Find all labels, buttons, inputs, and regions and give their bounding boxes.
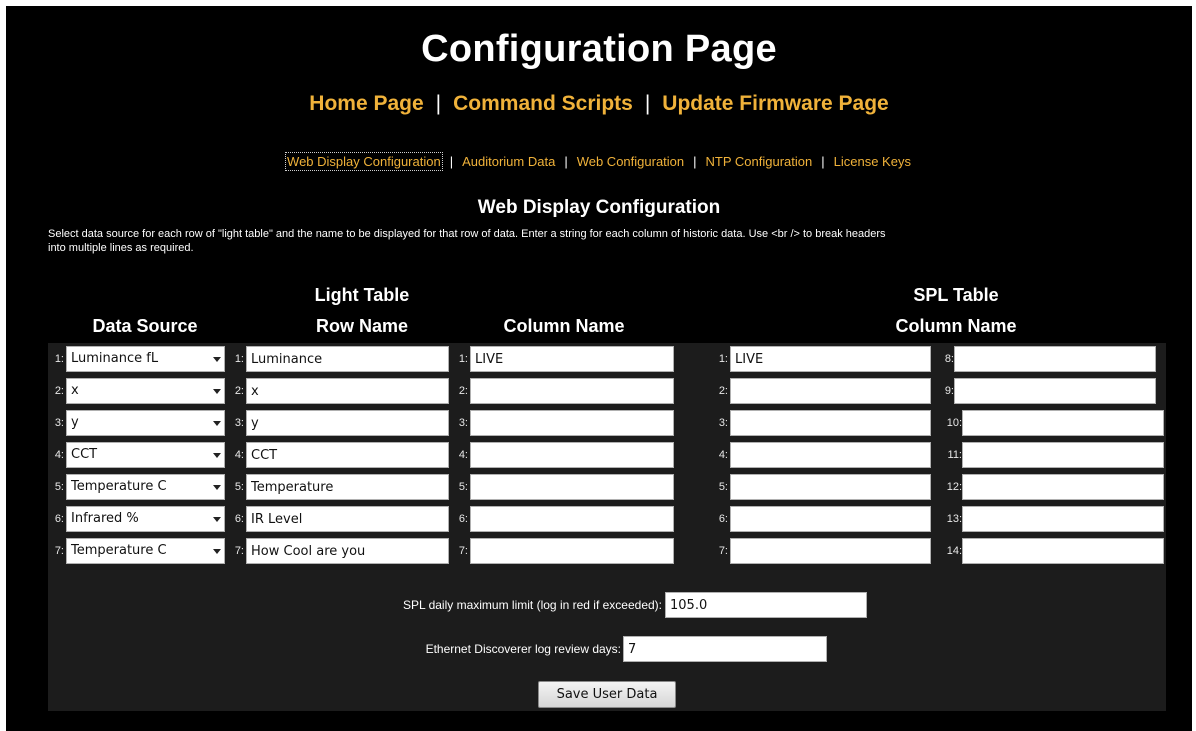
log-review-input[interactable]: [623, 636, 827, 662]
spl-row-number: 1:: [718, 353, 728, 365]
spl-row-number: 8:: [944, 353, 954, 365]
row-number: 4:: [458, 449, 468, 461]
data-source-value: Infrared %: [71, 511, 139, 526]
row-number: 1:: [54, 353, 64, 365]
page-frame: [6, 6, 1192, 731]
row-number: 7:: [54, 545, 64, 557]
spl-limit-input[interactable]: [665, 592, 867, 618]
spl-row-number: 6:: [718, 513, 728, 525]
row-name-input[interactable]: [246, 410, 449, 436]
light-column-name-input[interactable]: [470, 538, 674, 564]
row-name-input[interactable]: [246, 474, 449, 500]
spl-row-number: 12:: [946, 481, 962, 493]
spl-column-name-input[interactable]: [962, 474, 1164, 500]
nav-command-scripts[interactable]: Command Scripts: [453, 92, 633, 115]
light-column-name-input[interactable]: [470, 378, 674, 404]
nav-home-page[interactable]: Home Page: [309, 92, 424, 115]
row-number: 7:: [458, 545, 468, 557]
spl-row-number: 11:: [947, 449, 962, 461]
spl-row-number: 5:: [718, 481, 728, 493]
subnav-ntp-configuration[interactable]: NTP Configuration: [705, 154, 813, 169]
spl-row-number: 4:: [718, 449, 728, 461]
subnav-auditorium-data[interactable]: Auditorium Data: [462, 154, 556, 169]
data-source-select[interactable]: [66, 474, 225, 500]
spl-row-number: 10:: [946, 417, 962, 429]
row-number: 3:: [54, 417, 64, 429]
subnav-license-keys[interactable]: License Keys: [833, 154, 911, 169]
spl-column-name-input[interactable]: [962, 506, 1164, 532]
row-number: 3:: [234, 417, 244, 429]
data-source-header: Data Source: [92, 316, 198, 336]
data-source-select[interactable]: [66, 378, 225, 404]
row-number: 4:: [234, 449, 244, 461]
spl-row-number: 14:: [946, 545, 962, 557]
data-source-select[interactable]: [66, 506, 225, 532]
row-number: 4:: [54, 449, 64, 461]
data-source-value: Temperature C: [71, 543, 167, 558]
row-name-input[interactable]: [246, 538, 449, 564]
spl-limit-label: SPL daily maximum limit (log in red if exceeded):: [403, 598, 662, 612]
row-number: 5:: [54, 481, 64, 493]
light-column-name-input[interactable]: [470, 474, 674, 500]
subnav-separator: |: [564, 154, 568, 169]
description-text: Select data source for each row of "light table" and the name to be displayed for that row of data. Enter a string for each column of historic data. Use <br /> to break headers into multiple lines as required.: [48, 228, 886, 254]
data-source-value: CCT: [71, 447, 98, 462]
nav-update-firmware-page[interactable]: Update Firmware Page: [662, 92, 889, 115]
data-source-select[interactable]: [66, 410, 225, 436]
chevron-down-icon: [213, 389, 221, 394]
spl-column-name-input[interactable]: [730, 538, 931, 564]
chevron-down-icon: [213, 517, 221, 522]
chevron-down-icon: [213, 485, 221, 490]
subnav-separator: |: [821, 154, 825, 169]
light-column-name-input[interactable]: [470, 346, 674, 372]
light-table-title: Light Table: [314, 285, 410, 305]
spl-column-name-input[interactable]: [962, 538, 1164, 564]
spl-column-name-input[interactable]: [730, 474, 931, 500]
subnav-web-display-configuration[interactable]: Web Display Configuration: [287, 154, 441, 169]
spl-row-number: 9:: [944, 385, 954, 397]
spl-column-name-input[interactable]: [730, 378, 931, 404]
nav-separator: |: [435, 92, 442, 115]
chevron-down-icon: [213, 421, 221, 426]
spl-column-name-input[interactable]: [730, 410, 931, 436]
row-name-input[interactable]: [246, 378, 449, 404]
row-number: 6:: [458, 513, 468, 525]
row-number: 6:: [234, 513, 244, 525]
row-number: 2:: [458, 385, 468, 397]
chevron-down-icon: [213, 549, 221, 554]
spl-column-name-input[interactable]: [954, 346, 1156, 372]
spl-row-number: 3:: [718, 417, 728, 429]
log-review-label: Ethernet Discoverer log review days:: [425, 642, 621, 656]
page-title: Configuration Page: [421, 28, 777, 70]
row-number: 1:: [234, 353, 244, 365]
row-number: 6:: [54, 513, 64, 525]
data-source-value: Temperature C: [71, 479, 167, 494]
row-number: 5:: [458, 481, 468, 493]
spl-row-number: 7:: [718, 545, 728, 557]
chevron-down-icon: [213, 453, 221, 458]
row-number: 5:: [234, 481, 244, 493]
spl-column-name-header: Column Name: [895, 316, 1017, 336]
row-name-input[interactable]: [246, 346, 449, 372]
subnav-web-configuration[interactable]: Web Configuration: [576, 154, 685, 169]
chevron-down-icon: [213, 357, 221, 362]
spl-column-name-input[interactable]: [962, 442, 1164, 468]
spl-row-number: 13:: [946, 513, 962, 525]
row-number: 2:: [54, 385, 64, 397]
spl-table-title: SPL Table: [913, 285, 999, 305]
spl-column-name-input[interactable]: [730, 506, 931, 532]
row-name-header: Row Name: [315, 316, 409, 336]
data-source-value: x: [71, 383, 79, 398]
spl-column-name-input[interactable]: [954, 378, 1156, 404]
spl-column-name-input[interactable]: [730, 442, 931, 468]
data-source-select[interactable]: [66, 442, 225, 468]
row-number: 3:: [458, 417, 468, 429]
subnav-separator: |: [693, 154, 697, 169]
save-user-data-button[interactable]: Save User Data: [538, 681, 676, 708]
row-name-input[interactable]: [246, 506, 449, 532]
section-title: Web Display Configuration: [477, 197, 721, 218]
data-source-select[interactable]: [66, 538, 225, 564]
light-column-name-input[interactable]: [470, 442, 674, 468]
row-number: 7:: [234, 545, 244, 557]
row-name-input[interactable]: [246, 442, 449, 468]
row-number: 2:: [234, 385, 244, 397]
light-column-name-input[interactable]: [470, 410, 674, 436]
row-number: 1:: [458, 353, 468, 365]
spl-column-name-input[interactable]: [730, 346, 931, 372]
data-source-value: Luminance fL: [71, 351, 159, 366]
data-source-select[interactable]: [66, 346, 225, 372]
spl-row-number: 2:: [718, 385, 728, 397]
light-column-name-input[interactable]: [470, 506, 674, 532]
nav-separator: |: [644, 92, 651, 115]
subnav-separator: |: [449, 154, 454, 169]
data-source-value: y: [71, 415, 79, 430]
main-nav: [6, 92, 1192, 116]
light-column-name-header: Column Name: [503, 316, 625, 336]
sub-nav: [6, 154, 1192, 169]
spl-column-name-input[interactable]: [962, 410, 1164, 436]
